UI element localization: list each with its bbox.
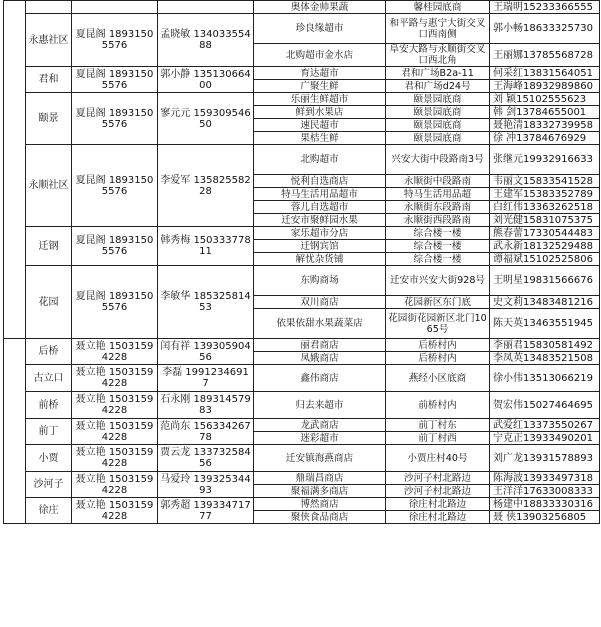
community-cell: 颐景 xyxy=(26,93,72,145)
shop-name-cell: 家乐超市分店 xyxy=(254,227,386,240)
manager-cell xyxy=(72,1,158,14)
shop-address-cell: 综合楼一楼 xyxy=(386,240,490,253)
shop-address-cell: 颐景园底商 xyxy=(386,119,490,132)
shop-name-cell: 果桔生鲜 xyxy=(254,132,386,145)
shop-name-cell: 奥体金帅果蔬 xyxy=(254,1,386,14)
shop-address-cell: 沙河子村北路边 xyxy=(386,472,490,485)
shop-contact-cell: 王海峰18932989860 xyxy=(490,80,600,93)
grid-member-cell xyxy=(158,1,254,14)
shop-address-cell: 徐庄村北路边 xyxy=(386,498,490,511)
district-cell xyxy=(4,1,26,339)
table-row xyxy=(4,498,600,511)
table-row xyxy=(4,266,600,296)
grid-member-cell: 寥元元 15930954650 xyxy=(158,93,254,145)
shop-address-cell: 综合楼一楼 xyxy=(386,227,490,240)
shop-contact-cell: 徐小伟13513066219 xyxy=(490,365,600,392)
shop-address-cell: 前桥村内 xyxy=(386,392,490,419)
shop-name-cell: 凤娥商店 xyxy=(254,352,386,365)
shop-address-cell: 后桥村内 xyxy=(386,352,490,365)
table-body xyxy=(4,1,600,524)
table-row xyxy=(4,227,600,240)
manager-cell: 夏昆阁 18931505576 xyxy=(72,93,158,145)
shop-name-cell: 双川商店 xyxy=(254,296,386,309)
shop-address-cell: 后桥村内 xyxy=(386,339,490,352)
shop-name-cell: 速民超市 xyxy=(254,119,386,132)
shop-contact-cell: 何采红13831564051 xyxy=(490,67,600,80)
community-cell: 前桥 xyxy=(26,392,72,419)
manager-cell: 聂立艳 15031594228 xyxy=(72,498,158,524)
shop-contact-cell: 武爱红13373550267 xyxy=(490,419,600,432)
community-cell: 君和 xyxy=(26,67,72,93)
table-row xyxy=(4,472,600,485)
community-cell: 永顺社区 xyxy=(26,145,72,227)
shop-contact-cell: 王丽娜13785568728 xyxy=(490,44,600,67)
shop-contact-cell: 谭福斌15102525806 xyxy=(490,253,600,266)
table-row xyxy=(4,67,600,80)
shop-contact-cell: 王瑞明15233366555 xyxy=(490,1,600,14)
shop-address-cell: 阜安大路与永顺街交叉口西北角 xyxy=(386,44,490,67)
shop-contact-cell: 陈海波13933497318 xyxy=(490,472,600,485)
grid-member-cell: 李磊 19912346917 xyxy=(158,365,254,392)
shop-address-cell: 君和广场B2a-11 xyxy=(386,67,490,80)
grid-member-cell: 贾云龙 13373258456 xyxy=(158,445,254,472)
grid-member-cell: 李敏华 18532581453 xyxy=(158,266,254,339)
grid-member-cell: 郭秀超 13933471777 xyxy=(158,498,254,524)
shop-name-cell: 依果依甜水果蔬菜店 xyxy=(254,309,386,339)
shop-address-cell: 花园街花园新区北门1065号 xyxy=(386,309,490,339)
shop-address-cell: 前丁村东 xyxy=(386,419,490,432)
shop-address-cell: 燕经小区底商 xyxy=(386,365,490,392)
shop-contact-cell: 王建军15383352789 xyxy=(490,188,600,201)
manager-cell: 聂立艳 15031594228 xyxy=(72,365,158,392)
community-cell: 迁钢 xyxy=(26,227,72,266)
shop-contact-cell: 徐 冲13784676929 xyxy=(490,132,600,145)
district-cell xyxy=(4,339,26,524)
community-cell: 小贾 xyxy=(26,445,72,472)
contact-table xyxy=(3,0,600,524)
grid-member-cell: 李爱军 13582558228 xyxy=(158,145,254,227)
shop-contact-cell: 韦丽文15833541528 xyxy=(490,175,600,188)
shop-contact-cell: 聂艳清18332739958 xyxy=(490,119,600,132)
shop-name-cell: 乐丽生鲜超市 xyxy=(254,93,386,106)
shop-name-cell: 鑫伟商店 xyxy=(254,365,386,392)
shop-name-cell: 聚侠食品商店 xyxy=(254,511,386,524)
shop-contact-cell: 陈天英13463551945 xyxy=(490,309,600,339)
shop-name-cell: 迷彩超市 xyxy=(254,432,386,445)
shop-address-cell: 馨桂园底商 xyxy=(386,1,490,14)
manager-cell: 夏昆阁 18931505576 xyxy=(72,67,158,93)
shop-name-cell: 育达超市 xyxy=(254,67,386,80)
table-row xyxy=(4,339,600,352)
shop-contact-cell: 熊春蕾17330544483 xyxy=(490,227,600,240)
table-row xyxy=(4,145,600,175)
community-cell: 徐庄 xyxy=(26,498,72,524)
shop-address-cell: 颐景园底商 xyxy=(386,106,490,119)
community-cell: 永惠社区 xyxy=(26,14,72,67)
table-row xyxy=(4,14,600,44)
shop-name-cell: 悦利自选商店 xyxy=(254,175,386,188)
shop-address-cell: 小贾庄村40号 xyxy=(386,445,490,472)
shop-contact-cell: 刘 颖15102555623 xyxy=(490,93,600,106)
shop-address-cell: 和平路与惠宁大街交叉口西南侧 xyxy=(386,14,490,44)
shop-address-cell: 永顺街西段路南 xyxy=(386,214,490,227)
community-cell: 前丁 xyxy=(26,419,72,445)
manager-cell: 聂立艳 15031594228 xyxy=(72,472,158,498)
table-row xyxy=(4,93,600,106)
community-cell: 古立口 xyxy=(26,365,72,392)
table-row xyxy=(4,392,600,419)
shop-name-cell: 归去来超市 xyxy=(254,392,386,419)
shop-address-cell: 颐景园底商 xyxy=(386,93,490,106)
shop-name-cell: 东购商场 xyxy=(254,266,386,296)
community-cell xyxy=(26,1,72,14)
shop-contact-cell: 郭小畅18633325730 xyxy=(490,14,600,44)
manager-cell: 聂立艳 15031594228 xyxy=(72,392,158,419)
shop-address-cell: 永顺街东段路南 xyxy=(386,201,490,214)
shop-name-cell: 北购超市金水店 xyxy=(254,44,386,67)
shop-contact-cell: 武永新18132529488 xyxy=(490,240,600,253)
shop-name-cell: 龙武商店 xyxy=(254,419,386,432)
shop-name-cell: 鼎瑞昌商店 xyxy=(254,472,386,485)
table-row xyxy=(4,445,600,472)
community-cell: 后桥 xyxy=(26,339,72,365)
shop-address-cell: 君和广场d24号 xyxy=(386,80,490,93)
shop-address-cell: 花园新区东门底 xyxy=(386,296,490,309)
manager-cell: 聂立艳 15031594228 xyxy=(72,339,158,365)
shop-contact-cell: 史文莉13483481216 xyxy=(490,296,600,309)
shop-address-cell: 特马生活用品超 xyxy=(386,188,490,201)
grid-member-cell: 石永刚 18931457983 xyxy=(158,392,254,419)
shop-name-cell: 北购超市 xyxy=(254,145,386,175)
shop-contact-cell: 白红伟13363262518 xyxy=(490,201,600,214)
shop-name-cell: 丽君商店 xyxy=(254,339,386,352)
shop-contact-cell: 聂 侠13903256805 xyxy=(490,511,600,524)
shop-name-cell: 迁安市聚鲜园水果 xyxy=(254,214,386,227)
grid-member-cell: 韩秀梅 15033377811 xyxy=(158,227,254,266)
community-cell: 花园 xyxy=(26,266,72,339)
grid-member-cell: 孟晓敏 13403355488 xyxy=(158,14,254,67)
shop-address-cell: 沙河子村北路边 xyxy=(386,485,490,498)
shop-contact-cell: 张继元19932916633 xyxy=(490,145,600,175)
shop-contact-cell: 宁克正13933490201 xyxy=(490,432,600,445)
shop-contact-cell: 王洋洋17633008333 xyxy=(490,485,600,498)
community-cell: 沙河子 xyxy=(26,472,72,498)
shop-contact-cell: 韩 剑13784655001 xyxy=(490,106,600,119)
shop-address-cell: 兴安大街中段路南3号 xyxy=(386,145,490,175)
shop-address-cell: 颐景园底商 xyxy=(386,132,490,145)
manager-cell: 夏昆阁 18931505576 xyxy=(72,14,158,67)
shop-name-cell: 珍良缘超市 xyxy=(254,14,386,44)
manager-cell: 聂立艳 15031594228 xyxy=(72,419,158,445)
shop-address-cell: 迁安市兴安大街928号 xyxy=(386,266,490,296)
grid-member-cell: 范尚东 15633426778 xyxy=(158,419,254,445)
shop-contact-cell: 杨建中18833330316 xyxy=(490,498,600,511)
grid-member-cell: 马爱玲 13932534493 xyxy=(158,472,254,498)
manager-cell: 夏昆阁 18931505576 xyxy=(72,266,158,339)
shop-address-cell: 综合楼一楼 xyxy=(386,253,490,266)
shop-contact-cell: 刘广龙13931578893 xyxy=(490,445,600,472)
table-row xyxy=(4,1,600,14)
shop-name-cell: 聚福满多商店 xyxy=(254,485,386,498)
shop-name-cell: 蓉儿自选超市 xyxy=(254,201,386,214)
shop-name-cell: 解忧杂货铺 xyxy=(254,253,386,266)
grid-member-cell: 闰有祥 13930590456 xyxy=(158,339,254,365)
shop-contact-cell: 贺宏伟15027464695 xyxy=(490,392,600,419)
shop-contact-cell: 李凤英13483521508 xyxy=(490,352,600,365)
manager-cell: 夏昆阁 18931505576 xyxy=(72,145,158,227)
shop-name-cell: 鲜到水果店 xyxy=(254,106,386,119)
table-row xyxy=(4,365,600,392)
shop-address-cell: 永顺街中段路南 xyxy=(386,175,490,188)
shop-contact-cell: 刘光健15831075375 xyxy=(490,214,600,227)
shop-name-cell: 博然商店 xyxy=(254,498,386,511)
grid-member-cell: 郭小静 13513066400 xyxy=(158,67,254,93)
shop-name-cell: 特马生活用品超市 xyxy=(254,188,386,201)
shop-address-cell: 徐庄村北路边 xyxy=(386,511,490,524)
shop-contact-cell: 王明星19831566676 xyxy=(490,266,600,296)
shop-name-cell: 迁钢宾馆 xyxy=(254,240,386,253)
manager-cell: 聂立艳 15031594228 xyxy=(72,445,158,472)
manager-cell: 夏昆阁 18931505576 xyxy=(72,227,158,266)
table-row xyxy=(4,419,600,432)
shop-address-cell: 前丁村西 xyxy=(386,432,490,445)
shop-contact-cell: 李丽君15830581492 xyxy=(490,339,600,352)
shop-name-cell: 广聚生鲜 xyxy=(254,80,386,93)
shop-name-cell: 迁安镇海燕商店 xyxy=(254,445,386,472)
